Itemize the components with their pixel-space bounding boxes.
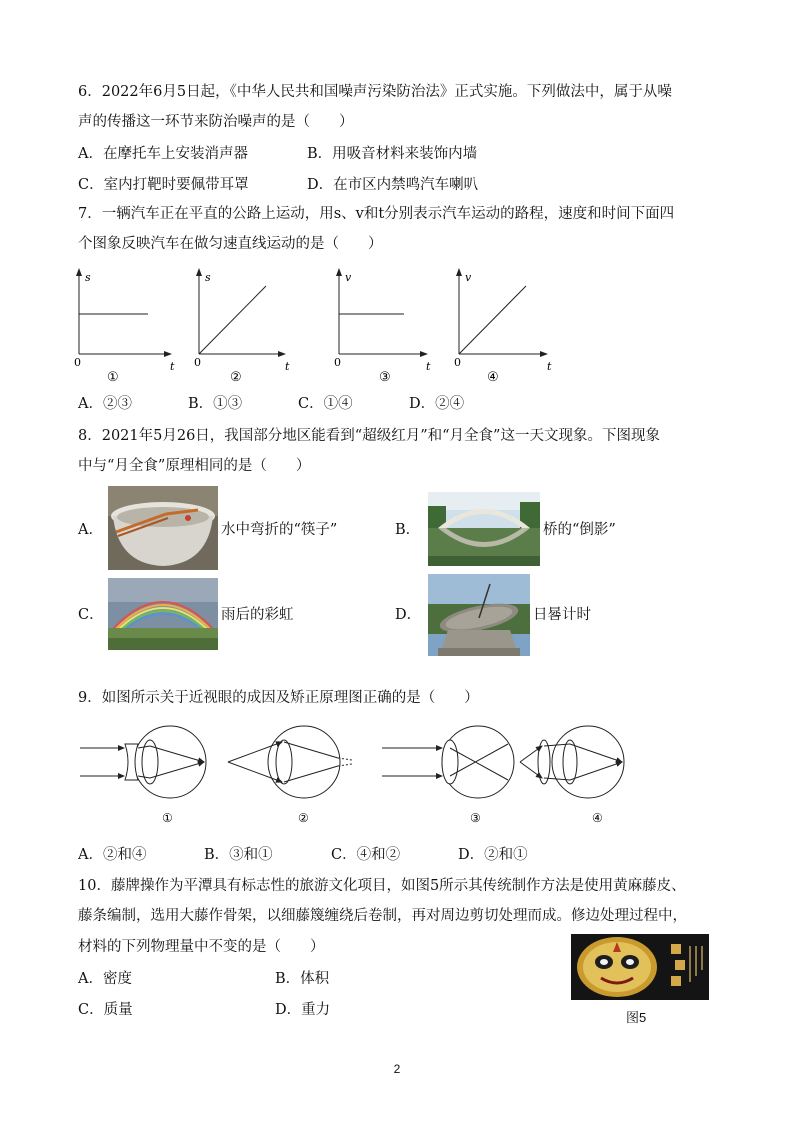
q8-option-a-label: A． (78, 522, 103, 538)
q7-graphs (60, 262, 580, 386)
q9-diagram-1 (80, 726, 206, 798)
q7-g1-ylabel: s (85, 271, 91, 284)
q9-diagram-4 (520, 726, 624, 798)
q8-option-b-caption: 桥的“倒影” (543, 522, 616, 538)
q7-option-b: B．①③ (188, 396, 243, 412)
q7-stem-line1: 7．一辆汽车正在平直的公路上运动，用s、v和t分别表示汽车运动的路程，速度和时间下面四 (78, 206, 675, 222)
q7-g1-number: ① (107, 370, 119, 385)
q6-option-c: C．室内打靶时要佩带耳罩 (78, 177, 249, 193)
q6-stem-line1: 6．2022年6月5日起，《中华人民共和国噪声污染防治法》正式实施。下列做法中，属于从噪 (78, 84, 672, 100)
q8-option-b-label: B． (395, 522, 421, 538)
q7-g2-number: ② (230, 370, 242, 385)
q9-diagram-3-number: ③ (470, 811, 481, 825)
q7-stem-line2: 个图象反映汽车在做匀速直线运动的是（ ） (78, 236, 383, 252)
q10-stem-line1: 10．藤牌操作为平潭具有标志性的旅游文化项目，如图5所示其传统制作方法是使用黄麻藤皮、 (78, 878, 686, 894)
q7-g1-origin: 0 (74, 356, 81, 369)
q7-g4-xlabel: t (547, 360, 552, 373)
chopsticks-in-water-photo (108, 486, 218, 570)
q7-g2-xlabel: t (285, 360, 290, 373)
q10-option-c: C．质量 (78, 1002, 133, 1018)
q10-option-d: D．重力 (275, 1002, 331, 1018)
q10-figure-caption: 图5 (626, 1010, 647, 1025)
q7-g3-xlabel: t (426, 360, 431, 373)
q10-stem-line2: 藤条编制，选用大藤作骨架，以细藤篾缠绕后卷制，再对周边剪切处理而成。修边处理过程中， (78, 908, 687, 924)
q7-g2-ylabel: s (205, 271, 211, 284)
q7-graph-4 (454, 268, 552, 385)
q7-g3-origin: 0 (334, 356, 341, 369)
q7-graph-1 (74, 268, 175, 385)
q8-option-d-caption: 日晷计时 (533, 607, 591, 623)
q9-stem-line1: 9．如图所示关于近视眼的成因及矫正原理图正确的是（ ） (78, 690, 479, 706)
q6-option-b: B．用吸音材料来装饰内墙 (307, 146, 478, 162)
page-number: 2 (393, 1062, 401, 1076)
q10-stem-line3: 材料的下列物理量中不变的是（ ） (78, 939, 325, 955)
q8-stem-line1: 8．2021年5月26日，我国部分地区能看到“超级红月”和“月全食”这一天文现象。下图现象 (78, 428, 660, 444)
q7-g4-ylabel: v (465, 271, 472, 284)
q7-option-d: D．②④ (409, 396, 465, 412)
q7-g1-xlabel: t (170, 360, 175, 373)
q9-diagram-3 (382, 726, 514, 798)
q8-option-d-label: D． (395, 607, 422, 623)
q7-option-c: C．①④ (298, 396, 353, 412)
q9-option-a: A．②和④ (78, 847, 147, 863)
q9-eye-diagrams (70, 718, 630, 830)
q9-option-d: D．②和① (458, 847, 528, 863)
rattan-shield-photo (571, 934, 709, 1000)
bridge-reflection-photo (428, 492, 540, 566)
q9-diagram-4-number: ④ (592, 811, 603, 825)
q8-option-a-caption: 水中弯折的“筷子” (221, 522, 338, 538)
q9-option-c: C．④和② (331, 847, 401, 863)
q7-g2-origin: 0 (194, 356, 201, 369)
q8-option-c-caption: 雨后的彩虹 (221, 607, 294, 623)
q7-g3-number: ③ (379, 370, 391, 385)
q10-option-a: A．密度 (78, 971, 132, 987)
q7-g4-number: ④ (487, 370, 499, 385)
q9-diagram-2 (228, 726, 352, 798)
q7-option-a: A．②③ (78, 396, 132, 412)
q7-g3-ylabel: v (345, 271, 352, 284)
q6-stem-line2: 声的传播这一环节来防治噪声的是（ ） (78, 114, 354, 130)
q7-graph-3 (334, 268, 431, 385)
q10-option-b: B．体积 (275, 971, 330, 987)
q8-option-c-label: C． (78, 607, 104, 623)
q6-option-d: D．在市区内禁鸣汽车喇叭 (307, 177, 479, 193)
q8-stem-line2: 中与“月全食”原理相同的是（ ） (78, 458, 311, 474)
q9-diagram-1-number: ① (162, 811, 173, 825)
q6-option-a: A．在摩托车上安装消声器 (78, 146, 248, 162)
q7-g4-origin: 0 (454, 356, 461, 369)
rainbow-photo (108, 578, 218, 650)
q7-graph-2 (194, 268, 290, 385)
sundial-photo (428, 574, 530, 656)
q9-option-b: B．③和① (204, 847, 273, 863)
q9-diagram-2-number: ② (298, 811, 309, 825)
